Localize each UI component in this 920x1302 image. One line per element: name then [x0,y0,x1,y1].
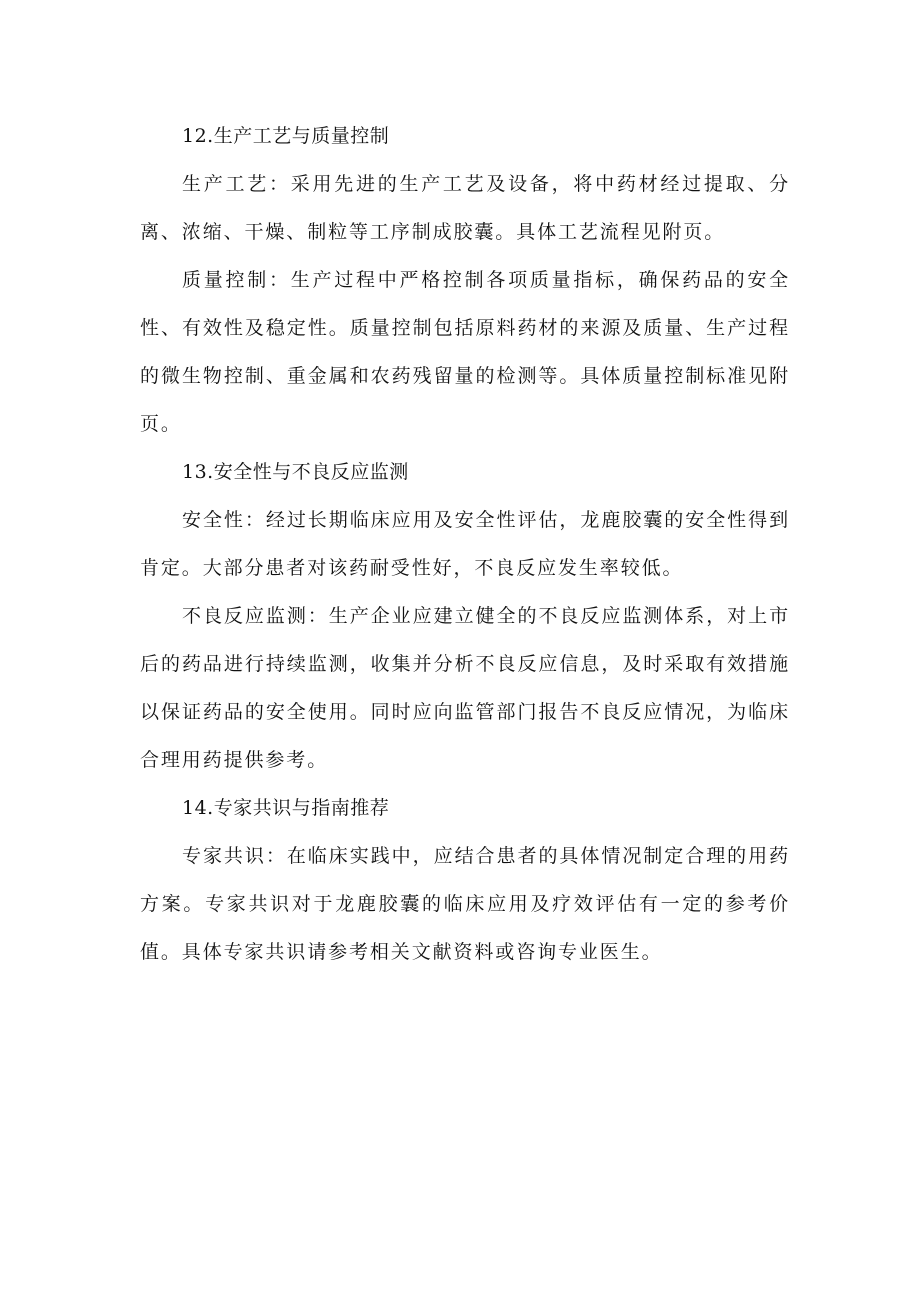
paragraph-safety: 安全性：经过长期临床应用及安全性评估，龙鹿胶囊的安全性得到肯定。大部分患者对该药耐受性好，不良反应发生率较低。 [140,509,790,579]
section-heading-expert-consensus: 14.专家共识与指南推荐 [182,797,390,819]
paragraph-quality-control: 质量控制：生产过程中严格控制各项质量指标，确保药品的安全性、有效性及稳定性。质量控制包括原料药材的来源及质量、生产过程的微生物控制、重金属和农药残留量的检测等。具体质量控制标准见附页。 [140,269,790,435]
paragraph-production-process: 生产工艺：采用先进的生产工艺及设备，将中药材经过提取、分离、浓缩、干燥、制粒等工序制成胶囊。具体工艺流程见附页。 [140,173,790,243]
paragraph-expert-consensus: 专家共识：在临床实践中，应结合患者的具体情况制定合理的用药方案。专家共识对于龙鹿胶囊的临床应用及疗效评估有一定的参考价值。具体专家共识请参考相关文献资料或咨询专业医生。 [140,845,790,963]
section-heading-safety: 13.安全性与不良反应监测 [182,461,409,483]
document-body [140,112,790,976]
paragraph-adverse-reaction-monitoring: 不良反应监测：生产企业应建立健全的不良反应监测体系，对上市后的药品进行持续监测，收集并分析不良反应信息，及时采取有效措施以保证药品的安全使用。同时应向监管部门报告不良反应情况，为临床合理用药提供参考。 [140,605,790,771]
section-heading-production: 12.生产工艺与质量控制 [182,125,390,147]
